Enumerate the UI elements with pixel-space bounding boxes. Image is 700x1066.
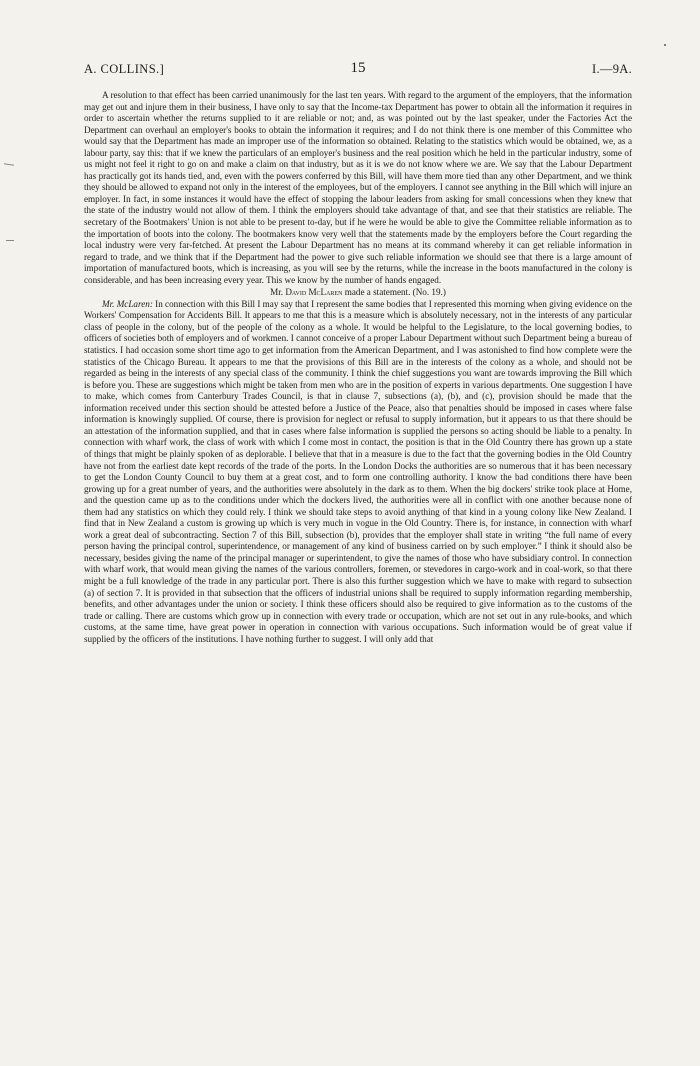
paragraph-resolution: A resolution to that effect has been carried unanimously for the last ten years. With regard to the argument of the employers, that the information may get out and injure them in their business, I have only to say that the Income-tax Department has power to obtain all the information it requires in order to ascertain whether the returns supplied to it are reliable or not; and, as was pointed out by the last speaker, under the Factories Act the Department can overhaul an employer's books to obtain the information it requires; and I do not think there is one member of this Committee who would say that the Department has made an improper use of the information so obtained. Relating to the statistics which would be obtained, we, as a labour party, say this: that if we knew the particulars of an employer's business and the real position which he held in the particular industry, some of us might not feel it right to go on and make a claim on that industry, but as it is we do not know where we are. We say that the Labour Department has practically got its hands tied, and, even with the powers conferred by this Bill, will have them more tied than any other Department, and we think they should be allowed to expand not only in the interest of the employees, but of the employers. I cannot see anything in the Bill which will injure an employer. In fact, in some instances it would have the effect of stopping the labour leaders from asking for small concessions when they knew that the state of the industry would not allow of them. I think the employers should take advantage of that, and see that their statistics are reliable. The secretary of the Bootmakers' Union is not able to be present to-day, but if he were he would be able to give the Committee reliable information as to the importation of boots into the colony. The bootmakers know very well that the statements made by the employers before the Court regarding the local industry were very far-fetched. At present the Labour Department has no means at its command whereby it can get reliable information in regard to trade, and we think that if the Department had the power to give such reliable information we should see that there is a large amount of importation of manufactured boots, which is increasing, as you will see by the returns, while the increase in the boots manufactured in the colony is considerable, and has been increasing every year. This we know by the number of hands engaged. <box>84 90 632 285</box>
page-number: 15 <box>350 60 366 76</box>
page-header <box>84 62 632 76</box>
statement-heading <box>84 287 632 299</box>
heading-suffix: made a statement. (No. 19.) <box>342 286 446 297</box>
margin-mark <box>4 163 14 165</box>
document-reference: I.—9A. <box>592 62 632 76</box>
paragraph-mclaren-statement <box>84 299 632 645</box>
heading-prefix: Mr. <box>270 286 286 297</box>
statement-text: In connection with this Bill I may say that I represent the same bodies that I represented this morning when giving evidence on the Workers' Compensation for Accidents Bill. It appears to me that this is a measure which is absolutely necessary, not in the interests of any particular class of people in the colony, but of the people of the colony as a whole. It would be helpful to the Legislature, to the local governing bodies, to officers of societies both of employers and of workmen. I cannot conceive of a proper Labour Department without such Department being a bureau of statistics. I had occasion some short time ago to get information from the American Department, and I was astonished to find how complete were the statistics of the Chicago Bureau. It appears to me that the provisions of this Bill are in the interests of the colony as a whole, and should not be regarded as being in the interests of any special class of the community. I think the chief suggestions you want are towards improving the Bill which is before you. These are suggestions which might be taken from men who are in the position of experts in various departments. One suggestion I have to make, which comes from Canterbury Trades Council, is that in clause 7, subsections (a), (b), and (c), provision should be made that the information received under this section should be attested before a Justice of the Peace, also that penalties should be imposed in cases where false information is knowingly supplied. Of course, there is provision for neglect or refusal to supply information, but it appears to us that there should be an attestation of the information supplied, and that in cases where false information is supplied the persons so acting should be liable to a penalty. In connection with wharf work, the class of work with which I come most in contact, the position is that in the Old Country there has grown up a state of things that might be plainly spoken of as deplorable. I believe that that in a measure is due to the fact that the governing bodies in the Old Country have not from the earliest date kept records of the trade of the ports. In the London Docks the authorities are so numerous that it has been necessary to get the London County Council to buy them at a great cost, and to form one controlling authority. I know the bad conditions there have been growing up for a great number of years, and the authorities were absolutely in the dark as to them. When the big dockers' strike took place at Home, and the question came up as to the conditions under which the dockers lived, the authorities were all in conflict with one another because none of them had any statistics on which they could rely. I think we should take steps to avoid anything of that kind in a young colony like New Zealand. I find that in New Zealand a custom is growing up which is very much in vogue in the Old Country. There is, for instance, in connection with wharf work a great deal of subcontracting. Section 7 of this Bill, subsection (b), provides that the employer shall state in writing “the full name of every person having the principal control, superintendence, or management of any kind of business carried on by such employer.” I think it should also be necessary, besides giving the name of the principal manager or superintendent, to give the names of those who have subsidiary control. In connection with wharf work, that would mean giving the names of the various controllers, foremen, or stevedores in cargo-work and in coal-work, so that there might be a full knowledge of the trade in any particular port. There is also this further suggestion which we have to make with regard to subsection (a) of section 7. It is provided in that subsection that the officers of industrial unions shall be required to supply information regarding membership, benefits, and other advantages under the union or society. I think these officers should also be required to give information as to the customs of the trade or calling. There are customs which grow up in connection with every trade or occupation, which are not set out in any rule-books, and which customs, at the same time, have great power in operation in connection with various occupations. Such information would be of great value if supplied by the officers of the institutions. I have nothing further to suggest. I will only add that <box>84 298 632 644</box>
header-witness-name: A. COLLINS.] <box>84 62 165 76</box>
heading-speaker-name: David McLaren <box>285 286 343 297</box>
margin-speck <box>664 44 666 46</box>
margin-mark <box>6 240 14 241</box>
page-body <box>84 90 632 645</box>
speaker-label: Mr. McLaren: <box>102 298 153 309</box>
